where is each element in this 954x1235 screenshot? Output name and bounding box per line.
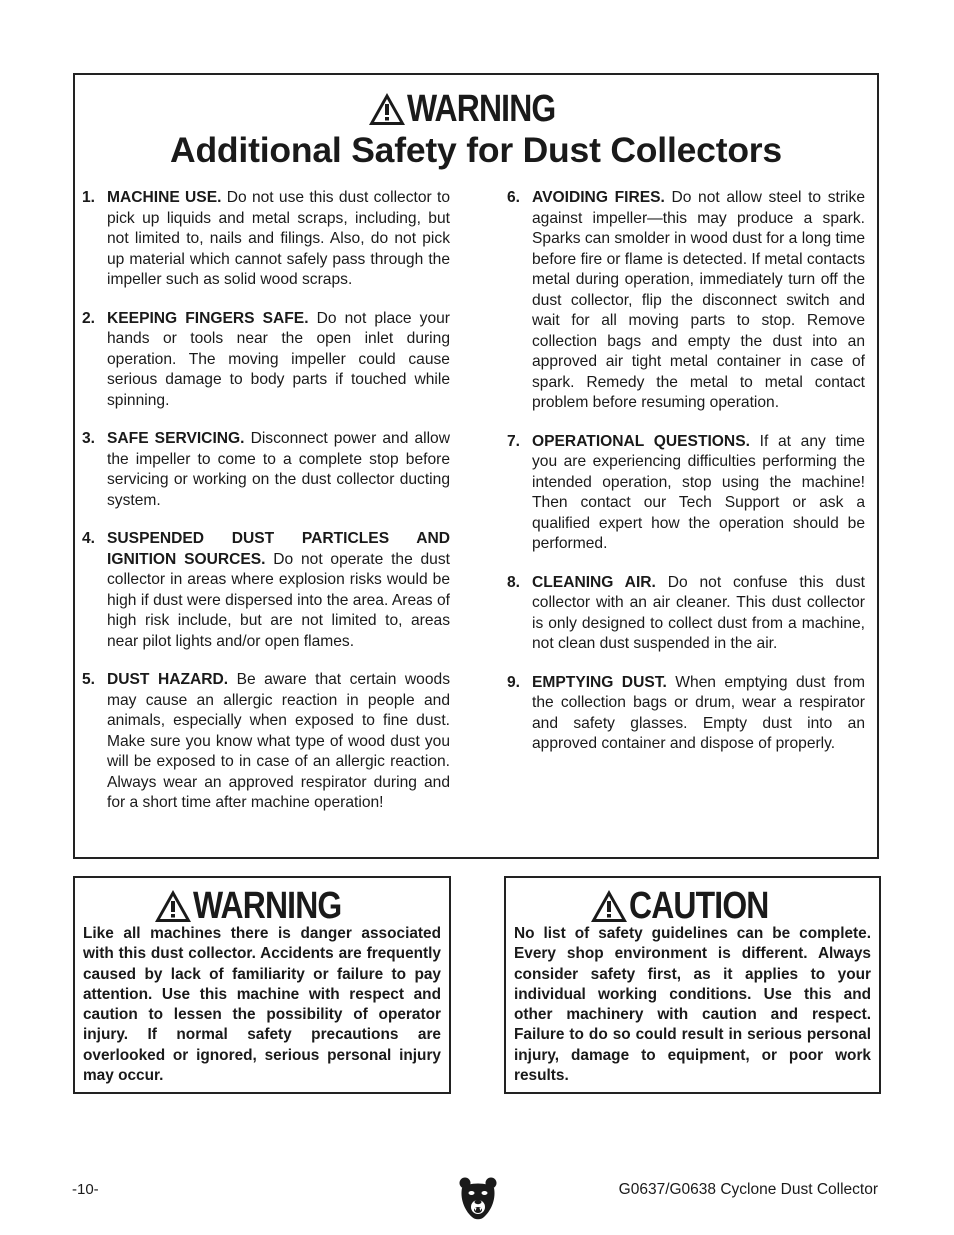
item-heading: EMPTYING DUST.: [532, 673, 667, 691]
warning-triangle-icon: [154, 889, 192, 923]
item-number: 7.: [507, 432, 521, 450]
list-item: [505, 573, 865, 655]
caution-label: CAUTION: [628, 885, 769, 927]
list-item: [80, 670, 450, 814]
item-number: 4.: [82, 530, 96, 547]
list-item: [80, 309, 450, 412]
item-number: 2.: [82, 309, 96, 327]
item-number: 6.: [507, 189, 521, 206]
panel-heading: [75, 89, 877, 171]
warning-text: Like all machines there is danger associated with this dust collector. Accidents are frequently caused by lack of familiarity or failure to pay attention. Use this machine with respect and caution to lessen the possibility of operator injury. If normal safety precautions are overlooked or ignored, serious personal injury may occur.: [83, 925, 441, 1085]
item-heading: AVOIDING FIRES.: [532, 189, 665, 206]
warning-label: WARNING: [407, 88, 556, 130]
warning-label: WARNING: [193, 885, 342, 927]
caution-text: No list of safety guidelines can be complete. Every shop environment is different. Always consider safety first, as it applies to your individual working conditions. Use this and other machinery with caution and respect. Failure to do so could result in serious personal injury, damage to equipment, or poor work results.: [514, 925, 871, 1085]
item-heading: MACHINE USE.: [107, 189, 222, 206]
document-title: G0637/G0638 Cyclone Dust Collector: [618, 1181, 878, 1198]
caution-box: [504, 876, 881, 1094]
item-number: 5.: [82, 671, 96, 688]
warning-banner: [75, 884, 449, 928]
list-item: [505, 673, 865, 755]
page-number: -10-: [72, 1181, 99, 1198]
list-item: [80, 429, 450, 511]
list-item: [505, 432, 865, 555]
item-text: When emptying dust from the collection bags or drum, wear a respirator and safety glasses. Empty dust into an approved container and dispose of properly.: [532, 673, 865, 752]
item-text: Do not allow steel to strike against impeller—this may produce a spark. Sparks can smolder in wood dust for a long time before fire or flame is detected. If metal contacts metal during operation, immediately turn off the dust collector, flip the disconnect switch and wait for all moving parts to stop. Remove collection bags and empty the dust into an approved air tight metal container in case of spark. Remedy the metal to metal contact problem before resuming operation.: [532, 189, 865, 411]
item-text: If at any time you are experiencing difficulties performing the intended operation, stop using the machine! Then contact our Tech Support or ask a qualified expert how the operation should be performed.: [532, 432, 865, 552]
warning-triangle-icon: [368, 92, 406, 126]
item-heading: CLEANING AIR.: [532, 573, 656, 591]
item-heading: SUSPENDED DUST PARTICLES AND IGNITION SOURCES.: [107, 530, 450, 568]
additional-safety-panel: [73, 73, 879, 859]
page-title: Additional Safety for Dust Collectors: [170, 130, 782, 170]
item-text: Do not use this dust collector to pick up liquids and metal scraps, including, but not limited to, nails and filings. Also, do not pick up material which cannot safely pass through the impeller such as solid wood scraps.: [107, 189, 450, 288]
item-text: Be aware that certain woods may cause an allergic reaction in people and animals, especially when exposed to fine dust. Make sure you know what type of wood dust you will be exposed to in case of an allergic reaction. Always wear an approved respirator during and for a short time after machine operation!: [107, 671, 450, 811]
list-item: [505, 188, 865, 414]
list-item: [80, 529, 450, 652]
caution-triangle-icon: [590, 889, 628, 923]
item-text: Do not place your hands or tools near the open inlet during operation. The moving impeller could cause serious damage to body parts if touched while spinning.: [107, 309, 450, 409]
item-text: Disconnect power and allow the impeller to come to a complete stop before servicing or working on the dust collector ducting system.: [107, 430, 450, 509]
item-heading: SAFE SERVICING.: [107, 430, 245, 447]
item-number: 8.: [507, 573, 521, 591]
list-item: [80, 188, 450, 291]
item-text: Do not confuse this dust collector with an air cleaner. This dust collector is only designed to collect dust from a machine, not clean dust suspended in the air.: [532, 573, 865, 652]
bear-logo-icon: [458, 1176, 498, 1222]
warning-banner: [75, 89, 877, 129]
item-number: 1.: [82, 189, 96, 206]
item-heading: KEEPING FINGERS SAFE.: [107, 309, 309, 327]
item-heading: DUST HAZARD.: [107, 671, 229, 688]
item-number: 9.: [507, 673, 521, 691]
warning-box: [73, 876, 451, 1094]
item-heading: OPERATIONAL QUESTIONS.: [532, 432, 750, 450]
caution-banner: [506, 884, 879, 928]
item-number: 3.: [82, 430, 96, 447]
right-column: [505, 188, 865, 773]
left-column: [80, 188, 450, 832]
item-text: Do not operate the dust collector in areas where explosion risks would be high if dust were dispersed into the area. Areas of high risk include, but are not limited to, areas near pilot lights and/or open flames.: [107, 550, 450, 650]
